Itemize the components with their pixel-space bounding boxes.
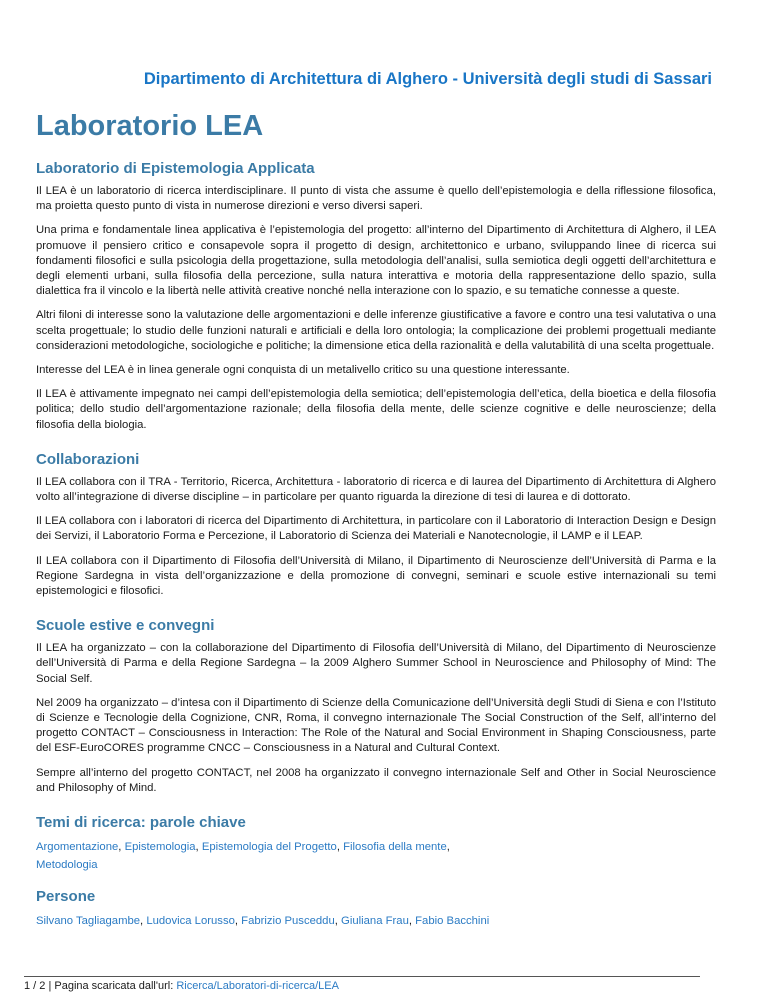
keyword-link-argomentazione[interactable]: Argomentazione xyxy=(36,841,119,854)
page-content xyxy=(36,160,716,944)
paragraph: Una prima e fondamentale linea applicativa è l’epistemologia del progetto: all’interno del Dipartimento di Architettura di Alghero, il LEA promuove il pensiero critico e consapevole sopra il progetto di design, architettonico e urbano, sviluppando linee di ricerca sui fondamenti filosofici e sulla psicologia della progettazione, sulla metodologia dell’analisi, sulla semiotica degli oggetti dell’architettura e degli elementi urbani, sulla filosofia della percezione, sulla natura interattiva e motoria della rappresentazione dello spazio, sulla dialettica fra il vincolo e la libertà nelle attività creative nonché nella interazione con lo spazio, e su tematiche connesse a queste. xyxy=(36,224,716,298)
paragraph: Nel 2009 ha organizzato – d’intesa con il Dipartimento di Scienze della Comunicazione dell’Università degli Studi di Siena e con l’Istituto di Scienze e Tecnologie della Cognizione, CNR, Roma, il convegno internazionale The Social Construction of the Self, all’interno del progetto CONTACT – Consciousness in Interaction: The Role of the Natural and Social Environment in Shaping Consciousness, parte del ESF-EuroCORES programme CNCC – Consciousness in a Natural and Cultural Context. xyxy=(36,696,716,755)
keyword-link-epistemologia[interactable]: Epistemologia xyxy=(124,841,196,854)
person-link[interactable]: Ludovica Lorusso xyxy=(146,915,235,928)
paragraph: Il LEA è un laboratorio di ricerca interdisciplinare. Il punto di vista che assume è quello dell’epistemologia e della riflessione filosofica, ma proietta questo punto di vista in numerose direzioni e verso diversi saperi. xyxy=(36,185,716,213)
section-scuole xyxy=(36,617,716,796)
keyword-link-filosofia-della-mente[interactable]: Filosofia della mente xyxy=(343,841,447,854)
page-title: Laboratorio LEA xyxy=(36,110,264,142)
section-persone xyxy=(36,888,716,930)
paragraph: Il LEA collabora con il Dipartimento di Filosofia dell’Università di Milano, il Dipartimento di Neuroscienze dell’Università di Parma e la Regione Sardegna in vista dell’organizzazione e della promozione di convegni, seminari e scuole estive internazionali su temi epistemologici e filosofici. xyxy=(36,554,716,598)
keyword-link-metodologia[interactable]: Metodologia xyxy=(36,859,98,872)
paragraph: Sempre all’interno del progetto CONTACT, nel 2008 ha organizzato il convegno internazionale Self and Other in Social Neuroscience and Philosophy of Mind. xyxy=(36,766,716,794)
section-heading: Temi di ricerca: parole chiave xyxy=(36,814,246,832)
footer-url-link[interactable]: Ricerca/Laboratori-di-ricerca/LEA xyxy=(176,980,339,992)
paragraph: Il LEA ha organizzato – con la collaborazione del Dipartimento di Filosofia dell’Università di Milano, del Dipartimento di Neuroscienze dell’Università di Parma e della Regione Sardegna – la 2009 Alghero Summer School in Neuroscience and Philosophy of Mind: The Social Self. xyxy=(36,642,716,685)
keyword-list: Argomentazione, Epistemologia, Epistemologia del Progetto, Filosofia della mente, Metodologia xyxy=(36,841,450,872)
paragraph: Interesse del LEA è in linea generale ogni conquista di un metalivello critico su una questione interessante. xyxy=(36,364,570,377)
section-intro xyxy=(36,160,716,433)
people-list: Silvano Tagliagambe, Ludovica Lorusso, Fabrizio Pusceddu, Giuliana Frau, Fabio Bacchini xyxy=(36,915,490,928)
section-heading: Scuole estive e convegni xyxy=(36,617,215,635)
paragraph: Altri filoni di interesse sono la valutazione delle argomentazioni e delle inferenze giustificative a favore e contro una tesi valutativa o una scelta progettuale; lo studio delle funzioni naturali e artificiali e della loro ontologia; la complicazione dei problemi progettuali mediante considerazioni metodologiche, sociologiche e politiche; la dimensione etica della razionalità e della valutabilità di una scelta progettuale. xyxy=(36,309,716,352)
paragraph: Il LEA collabora con i laboratori di ricerca del Dipartimento di Architettura, in particolare con il Laboratorio di Interaction Design e Design dei Servizi, il Laboratorio Forma e Percezione, il Laboratorio di Scienza dei Materiali e Nanotecnologie, il LAMP e il LEAP. xyxy=(36,515,716,543)
person-link[interactable]: Fabio Bacchini xyxy=(415,915,490,928)
keyword-link-epistemologia-del-progetto[interactable]: Epistemologia del Progetto xyxy=(201,841,337,854)
person-link[interactable]: Silvano Tagliagambe xyxy=(36,915,141,928)
page-footer xyxy=(24,976,700,992)
department-header: Dipartimento di Architettura di Alghero - Università degli studi di Sassari xyxy=(143,70,712,88)
section-heading: Persone xyxy=(36,888,96,906)
section-keywords xyxy=(36,814,716,874)
section-heading: Laboratorio di Epistemologia Applicata xyxy=(36,160,315,177)
paragraph: Il LEA è attivamente impegnato nei campi dell’epistemologia della semiotica; dell’epistemologia dell’etica, della bioetica e della filosofia politica; dello studio dell’argomentazione razionale; della filosofia della mente, delle scienze cognitive e delle neuroscienze; della filosofia della biologia. xyxy=(36,388,716,431)
section-collaborazioni xyxy=(36,451,716,599)
section-heading: Collaborazioni xyxy=(36,450,140,468)
paragraph: Il LEA collabora con il TRA - Territorio, Ricerca, Architettura - laboratorio di ricerca e di laurea del Dipartimento di Architettura di Alghero volto all’integrazione di diverse discipline – in particolare per quanto riguarda la direzione di tesi di laurea e di dottorato. xyxy=(36,475,716,504)
person-link[interactable]: Fabrizio Pusceddu xyxy=(241,915,335,928)
person-link[interactable]: Giuliana Frau xyxy=(341,915,409,928)
footer-text: 1 / 2 | Pagina scaricata dall'url: xyxy=(24,980,177,992)
